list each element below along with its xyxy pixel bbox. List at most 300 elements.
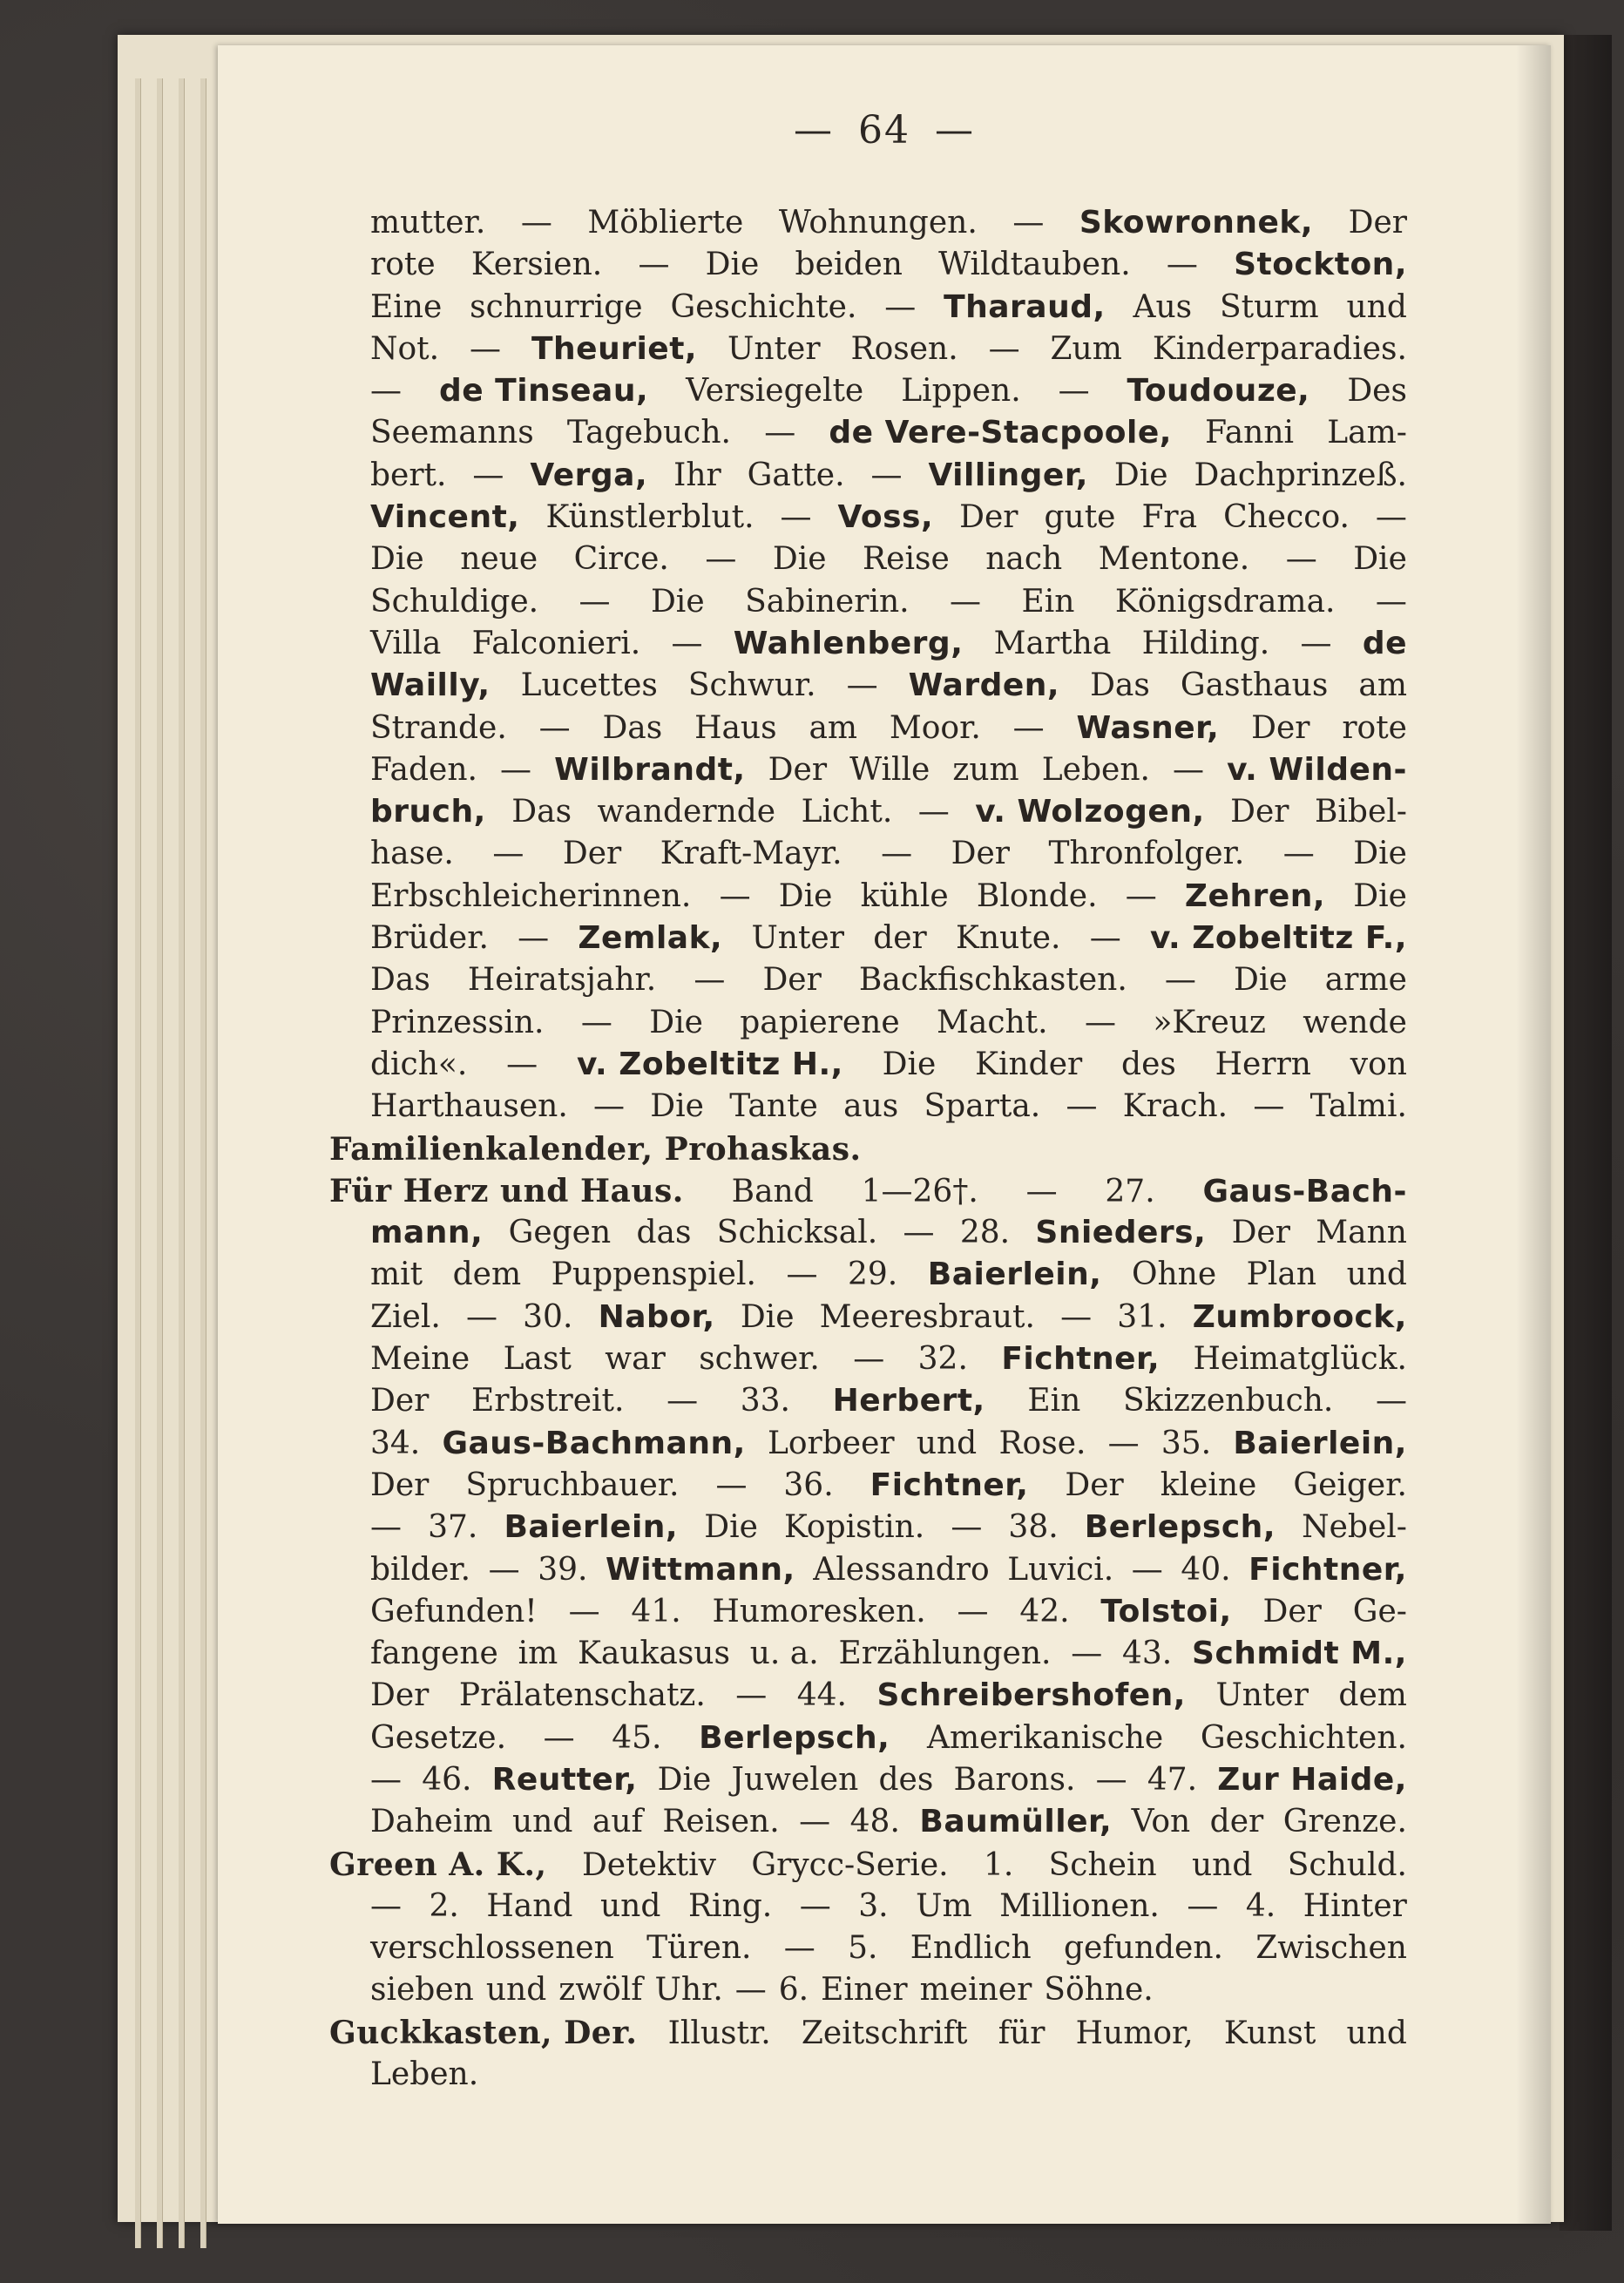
author-name: Gaus-Bachmann, xyxy=(442,1425,746,1461)
text-line xyxy=(370,1675,1407,1717)
text-block xyxy=(329,202,1407,2096)
word: Rose. xyxy=(998,1425,1086,1461)
entry-heading: Green A. K., xyxy=(329,1846,547,1883)
word: Meeresbraut. xyxy=(819,1298,1035,1335)
word: u. a. xyxy=(749,1636,819,1672)
text-line xyxy=(370,1423,1407,1465)
word: rote xyxy=(370,247,436,283)
word: — xyxy=(1071,1636,1103,1672)
word: schwer. xyxy=(699,1341,820,1378)
author-name: Schreibershofen, xyxy=(876,1677,1186,1714)
text-line xyxy=(370,1044,1407,1086)
word: — xyxy=(1060,1298,1093,1335)
word: Fanni xyxy=(1205,415,1295,451)
text-line xyxy=(370,244,1407,286)
text-line xyxy=(370,202,1407,244)
word: und xyxy=(485,1972,547,2009)
word: wende xyxy=(1303,1004,1407,1040)
word: — xyxy=(593,1088,626,1125)
text-line xyxy=(370,581,1407,623)
word: Puppenspiel. xyxy=(551,1257,756,1293)
word: — xyxy=(580,1004,612,1040)
word: — xyxy=(1089,920,1121,957)
word: — xyxy=(783,1930,815,1967)
word: 46. xyxy=(422,1761,472,1798)
word: Um xyxy=(916,1887,972,1924)
word: Juwelen xyxy=(731,1761,859,1798)
author-name: Wahlenberg, xyxy=(733,625,964,661)
word: Mentone. xyxy=(1098,541,1250,578)
word: des xyxy=(878,1761,934,1798)
word: — xyxy=(950,583,982,620)
page-number-dash-right: — xyxy=(935,108,975,152)
word: Humoresken. xyxy=(712,1593,926,1629)
author-name: Wittmann, xyxy=(606,1551,795,1588)
word: Ring. xyxy=(687,1887,773,1924)
author-name: Wilbrandt, xyxy=(554,751,746,788)
text-line xyxy=(370,918,1407,959)
word: — xyxy=(957,1593,989,1629)
word: Krach. xyxy=(1122,1088,1228,1125)
word: Amerikanische xyxy=(926,1719,1164,1756)
word: Schwur. xyxy=(687,667,816,704)
author-name: Zur Haide, xyxy=(1217,1761,1407,1798)
text-line xyxy=(370,1002,1407,1044)
word: — xyxy=(1253,1088,1285,1125)
word: — xyxy=(465,1298,497,1335)
word: Ein xyxy=(1027,1383,1081,1419)
word: — xyxy=(853,1341,885,1378)
word: Seemanns xyxy=(370,415,534,451)
word: nach xyxy=(985,541,1063,578)
word: — xyxy=(1187,1887,1219,1924)
author-name: Baumüller, xyxy=(919,1804,1113,1840)
text-line xyxy=(370,1507,1407,1548)
text-line xyxy=(370,1717,1407,1759)
author-name: Wasner, xyxy=(1076,709,1220,746)
word: — xyxy=(799,1804,831,1840)
word: Des xyxy=(1347,373,1407,410)
word: 32. xyxy=(917,1341,968,1378)
word: — xyxy=(1125,877,1157,914)
word: auf xyxy=(592,1804,643,1840)
word: Circe. xyxy=(573,541,669,578)
word: papierene xyxy=(740,1004,900,1040)
word: Illustr. xyxy=(667,2015,771,2051)
word: Last xyxy=(503,1341,572,1378)
entry-heading-line xyxy=(329,1170,1407,1212)
author-name: Tolstoi, xyxy=(1100,1593,1232,1629)
author-name: Berlepsch, xyxy=(699,1719,890,1756)
author-name: Stockton, xyxy=(1234,247,1407,283)
word: 34. xyxy=(370,1425,421,1461)
text-line xyxy=(370,455,1407,497)
word: — xyxy=(370,1761,402,1798)
word: Lippen. xyxy=(901,373,1021,410)
word: Erbstreit. xyxy=(471,1383,625,1419)
word: Unter xyxy=(751,920,844,957)
word: Eine xyxy=(370,288,443,325)
word: Backfischkasten. xyxy=(858,962,1127,999)
word: neue xyxy=(460,541,538,578)
word: Haus xyxy=(694,709,777,746)
word: kühle xyxy=(860,877,949,914)
text-line xyxy=(370,1380,1407,1422)
word: Söhne. xyxy=(1044,1972,1154,2009)
text-line xyxy=(370,1086,1407,1128)
word: — xyxy=(735,1677,768,1714)
author-name: Baierlein, xyxy=(1233,1425,1407,1461)
word: Lucettes xyxy=(520,667,658,704)
word: und xyxy=(600,1887,661,1924)
word: Plan xyxy=(1246,1257,1317,1293)
author-name: de Tinseau, xyxy=(438,373,649,410)
word: Künstlerblut. xyxy=(545,499,754,536)
word: Der xyxy=(370,1467,430,1503)
word: Kinder xyxy=(975,1046,1083,1082)
word: des xyxy=(1121,1046,1176,1082)
word: Erzählungen. xyxy=(838,1636,1052,1672)
word: Der xyxy=(768,751,828,788)
word: — xyxy=(705,541,737,578)
word: Heimatglück. xyxy=(1193,1341,1407,1378)
word: und xyxy=(1346,2015,1407,2051)
word: zwölf xyxy=(558,1972,643,2009)
word: Die xyxy=(1113,457,1168,493)
word: Band xyxy=(731,1173,814,1209)
author-name: Baierlein, xyxy=(927,1257,1102,1293)
word: — xyxy=(846,667,878,704)
author-name: Warden, xyxy=(908,667,1060,704)
word: — xyxy=(780,499,812,536)
word: — xyxy=(1285,541,1317,578)
entry-heading-line xyxy=(329,1844,1407,1886)
word: — xyxy=(881,836,913,872)
author-name: v. Zobeltitz F., xyxy=(1150,920,1407,957)
word: bert. xyxy=(370,457,447,493)
text-line xyxy=(370,1254,1407,1296)
word: Herrn xyxy=(1215,1046,1311,1082)
word: Die xyxy=(370,541,424,578)
page-edge xyxy=(179,78,185,2248)
text-line xyxy=(370,791,1407,833)
word: Der xyxy=(1065,1467,1124,1503)
word: Grycc-Serie. xyxy=(751,1846,949,1883)
word: und xyxy=(1192,1846,1253,1883)
word: kleine xyxy=(1160,1467,1257,1503)
book-page xyxy=(218,45,1551,2224)
page-number xyxy=(218,108,1551,152)
word: Der xyxy=(1348,205,1407,240)
word: Spruchbauer. xyxy=(465,1467,680,1503)
word: war xyxy=(605,1341,666,1378)
word: arme xyxy=(1324,962,1407,999)
entry-heading-line xyxy=(329,1128,1407,1170)
word: — xyxy=(1376,1383,1407,1419)
word: — xyxy=(1164,962,1196,999)
word: Erbschleicherinnen. xyxy=(370,877,692,914)
text-line xyxy=(370,1969,1407,2011)
author-name: Zumbroock, xyxy=(1192,1298,1407,1335)
word: 47. xyxy=(1147,1761,1198,1798)
word: und xyxy=(511,1804,573,1840)
word: Prälatenschatz. xyxy=(458,1677,706,1714)
word: — xyxy=(1131,1551,1163,1588)
word: mutter. xyxy=(370,205,486,240)
word: Schicksal. xyxy=(716,1215,878,1251)
word: Prinzessin. xyxy=(370,1004,545,1040)
word: und xyxy=(1346,1257,1407,1293)
word: Alessandro xyxy=(813,1551,990,1588)
word: Skizzenbuch. xyxy=(1122,1383,1334,1419)
word: 33. xyxy=(740,1383,790,1419)
word: Das xyxy=(1090,667,1150,704)
word: Türen. xyxy=(646,1930,752,1967)
word: Strande. xyxy=(370,709,507,746)
text-line xyxy=(370,1297,1407,1338)
word: Die xyxy=(772,541,827,578)
word: Lorbeer xyxy=(767,1425,895,1461)
author-name: Zemlak, xyxy=(578,920,723,957)
word: — xyxy=(472,457,504,493)
author-name: Skowronnek, xyxy=(1079,205,1314,240)
word: dich«. xyxy=(370,1046,468,1082)
word: — xyxy=(870,457,903,493)
word: Kinderparadies. xyxy=(1152,330,1407,367)
word: — xyxy=(1058,373,1090,410)
word: — xyxy=(638,247,670,283)
word: das xyxy=(636,1215,692,1251)
word: Millionen. xyxy=(999,1887,1160,1924)
word: — xyxy=(470,330,502,367)
word: aus xyxy=(843,1088,899,1125)
word: Zwischen xyxy=(1255,1930,1407,1967)
word: Das xyxy=(370,962,430,999)
word: Kaukasus xyxy=(578,1636,730,1672)
word: 28. xyxy=(959,1215,1011,1251)
word: Hinter xyxy=(1303,1887,1407,1924)
word: 39. xyxy=(538,1551,588,1588)
word: Ohne xyxy=(1131,1257,1217,1293)
word: zum xyxy=(952,751,1019,788)
word: am xyxy=(809,709,858,746)
word: Gatte. xyxy=(747,457,845,493)
author-name: Toudouze, xyxy=(1127,373,1310,410)
word: Ge- xyxy=(1352,1593,1407,1629)
word: — xyxy=(1095,1761,1127,1798)
word: Daheim xyxy=(370,1804,493,1840)
word: — xyxy=(764,415,796,451)
word: rote xyxy=(1342,709,1407,746)
word: Hand xyxy=(486,1887,573,1924)
text-line xyxy=(370,1927,1407,1969)
spine-shadow xyxy=(1516,45,1551,2224)
word: Wildtauben. xyxy=(938,247,1131,283)
entry-heading-line xyxy=(329,2012,1407,2054)
word: Das xyxy=(602,709,663,746)
word: mit xyxy=(370,1257,423,1293)
word: Luvici. xyxy=(1007,1551,1114,1588)
word: 44. xyxy=(796,1677,848,1714)
word: 35. xyxy=(1160,1425,1212,1461)
word: bilder. xyxy=(370,1551,471,1588)
word: Das xyxy=(511,794,572,830)
word: — xyxy=(543,1719,575,1756)
word: Gegen xyxy=(508,1215,612,1251)
word: Fra xyxy=(1141,499,1198,536)
word: — xyxy=(370,1887,402,1924)
text-line xyxy=(370,370,1407,412)
author-name: Theuriet, xyxy=(531,330,698,367)
word: Unter xyxy=(1215,1677,1309,1714)
word: Harthausen. xyxy=(370,1088,568,1125)
word: gefunden. xyxy=(1063,1930,1223,1967)
word: Knute. xyxy=(956,920,1061,957)
word: Uhr. xyxy=(654,1972,723,2009)
word: meiner xyxy=(919,1972,1032,2009)
word: — xyxy=(520,205,552,240)
author-name: Baierlein, xyxy=(504,1509,679,1546)
text-line xyxy=(370,623,1407,665)
book-binding xyxy=(1560,35,1612,2231)
word: Der xyxy=(1262,1593,1322,1629)
word: 29. xyxy=(847,1257,898,1293)
word: wandernde xyxy=(597,794,776,830)
author-name: Fichtner, xyxy=(870,1467,1029,1503)
author-name: Nabor, xyxy=(598,1298,715,1335)
word: der xyxy=(1209,1804,1264,1840)
word: Versiegelte xyxy=(686,373,864,410)
word: Dachprinzeß. xyxy=(1194,457,1407,493)
word: Einer xyxy=(821,1972,908,2009)
author-name: Verga, xyxy=(530,457,648,493)
word: Ihr xyxy=(673,457,721,493)
author-name: Wailly, xyxy=(370,667,491,704)
author-name: Villinger, xyxy=(928,457,1088,493)
word: Der xyxy=(1230,794,1289,830)
word: Gefunden! xyxy=(370,1593,538,1629)
text-line xyxy=(370,749,1407,791)
word: Schein xyxy=(1048,1846,1157,1883)
word: im xyxy=(518,1636,558,1672)
page-edge xyxy=(200,78,206,2248)
word: Tante xyxy=(729,1088,818,1125)
word: Die xyxy=(1353,877,1407,914)
page-number-dash-left: — xyxy=(794,108,834,152)
word: — xyxy=(1012,709,1045,746)
word: Blonde. xyxy=(976,877,1098,914)
word: Falconieri. xyxy=(471,625,641,661)
word: Villa xyxy=(370,625,442,661)
word: Mann xyxy=(1316,1215,1407,1251)
word: Der xyxy=(370,1677,430,1714)
word: — xyxy=(492,836,524,872)
word: gute xyxy=(1044,499,1116,536)
word: Kunst xyxy=(1223,2015,1316,2051)
entry-heading: Für Herz und Haus. xyxy=(329,1172,684,1209)
word: Moor. xyxy=(889,709,981,746)
word: 30. xyxy=(523,1298,573,1335)
word: Von xyxy=(1131,1804,1191,1840)
author-name: de xyxy=(1362,625,1407,661)
word: dem xyxy=(452,1257,522,1293)
word: — xyxy=(1282,836,1315,872)
word: — xyxy=(799,1887,831,1924)
word: Grenze. xyxy=(1282,1804,1407,1840)
word: Unter xyxy=(727,330,821,367)
word: Geschichten. xyxy=(1200,1719,1407,1756)
word: — xyxy=(786,1257,818,1293)
word: Nebel- xyxy=(1302,1509,1407,1546)
word: hase. xyxy=(370,836,454,872)
word: Tagebuch. xyxy=(566,415,731,451)
word: Martha xyxy=(993,625,1112,661)
author-name: de Vere-Stacpoole, xyxy=(829,415,1172,451)
word: — xyxy=(1375,499,1407,536)
word: dem xyxy=(1338,1677,1407,1714)
word: 41. xyxy=(631,1593,681,1629)
word: — xyxy=(719,877,751,914)
word: — xyxy=(1012,205,1045,240)
word: 48. xyxy=(849,1804,900,1840)
text-line xyxy=(370,1633,1407,1675)
word: und xyxy=(1346,288,1407,325)
word: — xyxy=(903,1215,935,1251)
author-name: v. Zobeltitz H., xyxy=(576,1046,843,1082)
word: — xyxy=(667,1383,699,1419)
word: 40. xyxy=(1181,1551,1231,1588)
text-line xyxy=(370,497,1407,539)
word: — xyxy=(1166,247,1198,283)
word: fangene xyxy=(370,1636,498,1672)
word: Schuldige. xyxy=(370,583,539,620)
text-line xyxy=(370,959,1407,1001)
author-name: Herbert, xyxy=(832,1383,985,1419)
word: Kersien. xyxy=(470,247,603,283)
author-name: Berlepsch, xyxy=(1084,1509,1276,1546)
word: Gasthaus xyxy=(1180,667,1329,704)
word: von xyxy=(1350,1046,1407,1082)
word: Hilding. xyxy=(1141,625,1270,661)
word: Aus xyxy=(1133,288,1193,325)
author-name: Snieders, xyxy=(1035,1215,1207,1251)
page-number-value: 64 xyxy=(858,108,910,152)
text-line xyxy=(370,412,1407,454)
word: Licht. xyxy=(801,794,893,830)
author-name: v. Wilden- xyxy=(1227,751,1407,788)
word: Zum xyxy=(1050,330,1122,367)
word: Die xyxy=(650,583,705,620)
text-line xyxy=(370,1886,1407,1927)
text-line xyxy=(370,665,1407,707)
word: Checco. xyxy=(1223,499,1350,536)
word: Kopistin. xyxy=(783,1509,925,1546)
entry-heading: Familienkalender, Prohaskas. xyxy=(329,1130,862,1168)
word: Leben. xyxy=(1041,751,1150,788)
word: 45. xyxy=(612,1719,662,1756)
word: Sabinerin. xyxy=(745,583,910,620)
text-line xyxy=(370,1465,1407,1507)
text-line xyxy=(370,833,1407,875)
word: 38. xyxy=(1008,1509,1059,1546)
text-line xyxy=(370,1591,1407,1633)
word: Die xyxy=(740,1298,795,1335)
word: Schuld. xyxy=(1287,1846,1407,1883)
word: Möblierte xyxy=(587,205,744,240)
text-line xyxy=(370,1801,1407,1843)
word: Die xyxy=(705,247,760,283)
word: Die xyxy=(1353,836,1407,872)
